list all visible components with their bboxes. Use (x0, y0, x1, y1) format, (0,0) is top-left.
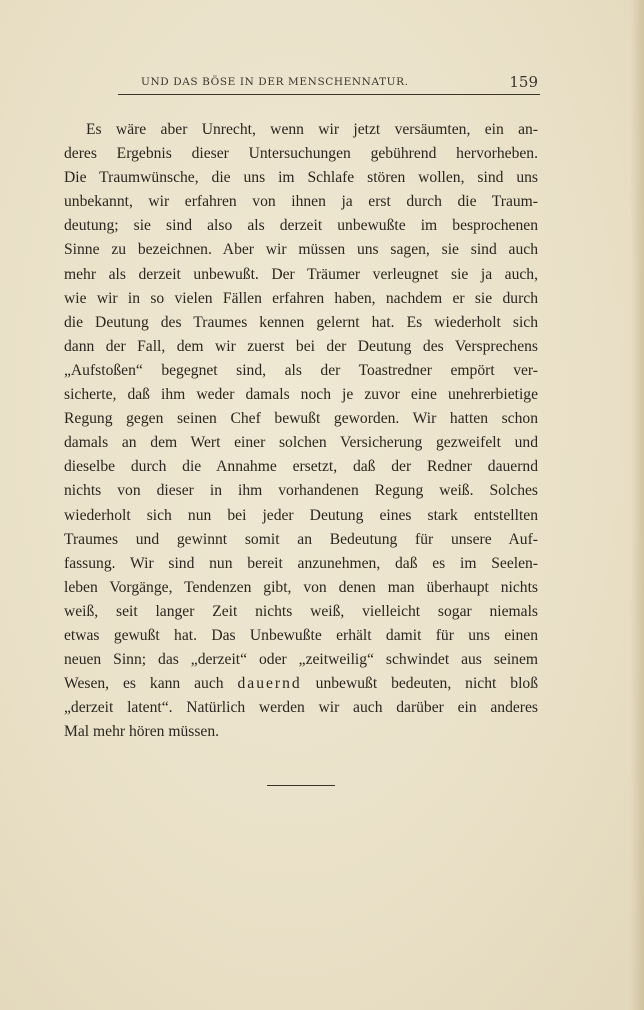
text-line: unbekannt, wir erfahren von ihnen ja erst durch die Traum- (64, 193, 538, 211)
text-segment: Wesen, es kann auch (64, 675, 224, 693)
text-line: nichts von dieser in ihm vorhandenen Regung weiß. Solches (64, 482, 538, 500)
text-line: dieselbe durch die Annahme ersetzt, daß der Redner dauernd (64, 458, 538, 476)
text-line: weiß, seit langer Zeit nichts weiß, vielleicht sogar niemals (64, 602, 538, 620)
text-line: etwas gewußt hat. Das Unbewußte erhält damit für uns einen (64, 626, 538, 644)
text-line: fassung. Wir sind nun bereit anzunehmen, daß es im Seelen- (64, 554, 538, 572)
page-edge-shadow (630, 0, 644, 1010)
text-line: Regung gegen seinen Chef bewußt geworden. Wir hatten schon (64, 410, 538, 428)
section-end-rule (267, 785, 335, 786)
text-line: Traumes und gewinnt somit an Bedeutung für unsere Auf- (64, 530, 538, 548)
text-line: wiederholt sich nun bei jeder Deutung eines stark entstellten (64, 506, 538, 524)
running-header-title: UND DAS BÖSE IN DER MENSCHENNATUR. (141, 76, 409, 88)
text-line: wie wir in so vielen Fällen erfahren haben, nachdem er sie durch (64, 289, 538, 307)
text-line-emphasis (64, 672, 538, 696)
body-text (64, 118, 538, 744)
text-line: neuen Sinn; das „derzeit“ oder „zeitweilig“ schwindet aus seinem (64, 651, 538, 669)
emphasized-word: dauernd (237, 675, 302, 693)
text-line: mehr als derzeit unbewußt. Der Träumer verleugnet sie ja auch, (64, 265, 538, 283)
page-number: 159 (509, 73, 538, 91)
text-line: leben Vorgänge, Tendenzen gibt, von denen man überhaupt nichts (64, 578, 538, 596)
text-line: Mal mehr hören müssen. (64, 723, 220, 741)
running-header (118, 72, 540, 92)
header-rule (118, 94, 540, 95)
text-line: dann der Fall, dem wir zuerst bei der Deutung des Versprechens (64, 337, 538, 355)
text-line: „derzeit latent“. Natürlich werden wir auch darüber ein anderes (64, 699, 538, 717)
text-line: deres Ergebnis dieser Untersuchungen gebührend hervorheben. (64, 145, 538, 163)
text-line: sicherte, daß ihm weder damals noch je zuvor eine unehrerbietige (64, 386, 538, 404)
text-line: deutung; sie sind also als derzeit unbewußte im besprochenen (64, 217, 538, 235)
text-line: damals an dem Wert einer solchen Versicherung gezweifelt und (64, 434, 538, 452)
text-line: Es wäre aber Unrecht, wenn wir jetzt versäumten, ein an- (86, 121, 538, 138)
text-line: die Deutung des Traumes kennen gelernt hat. Es wiederholt sich (64, 313, 538, 331)
text-line: „Aufstoßen“ begegnet sind, als der Toastredner empört ver- (64, 361, 538, 379)
text-segment: unbewußt bedeuten, nicht bloß (315, 675, 538, 693)
text-line: Die Traumwünsche, die uns im Schlafe stören wollen, sind uns (64, 169, 538, 187)
text-line: Sinne zu bezeichnen. Aber wir müssen uns sagen, sie sind auch (64, 241, 538, 259)
